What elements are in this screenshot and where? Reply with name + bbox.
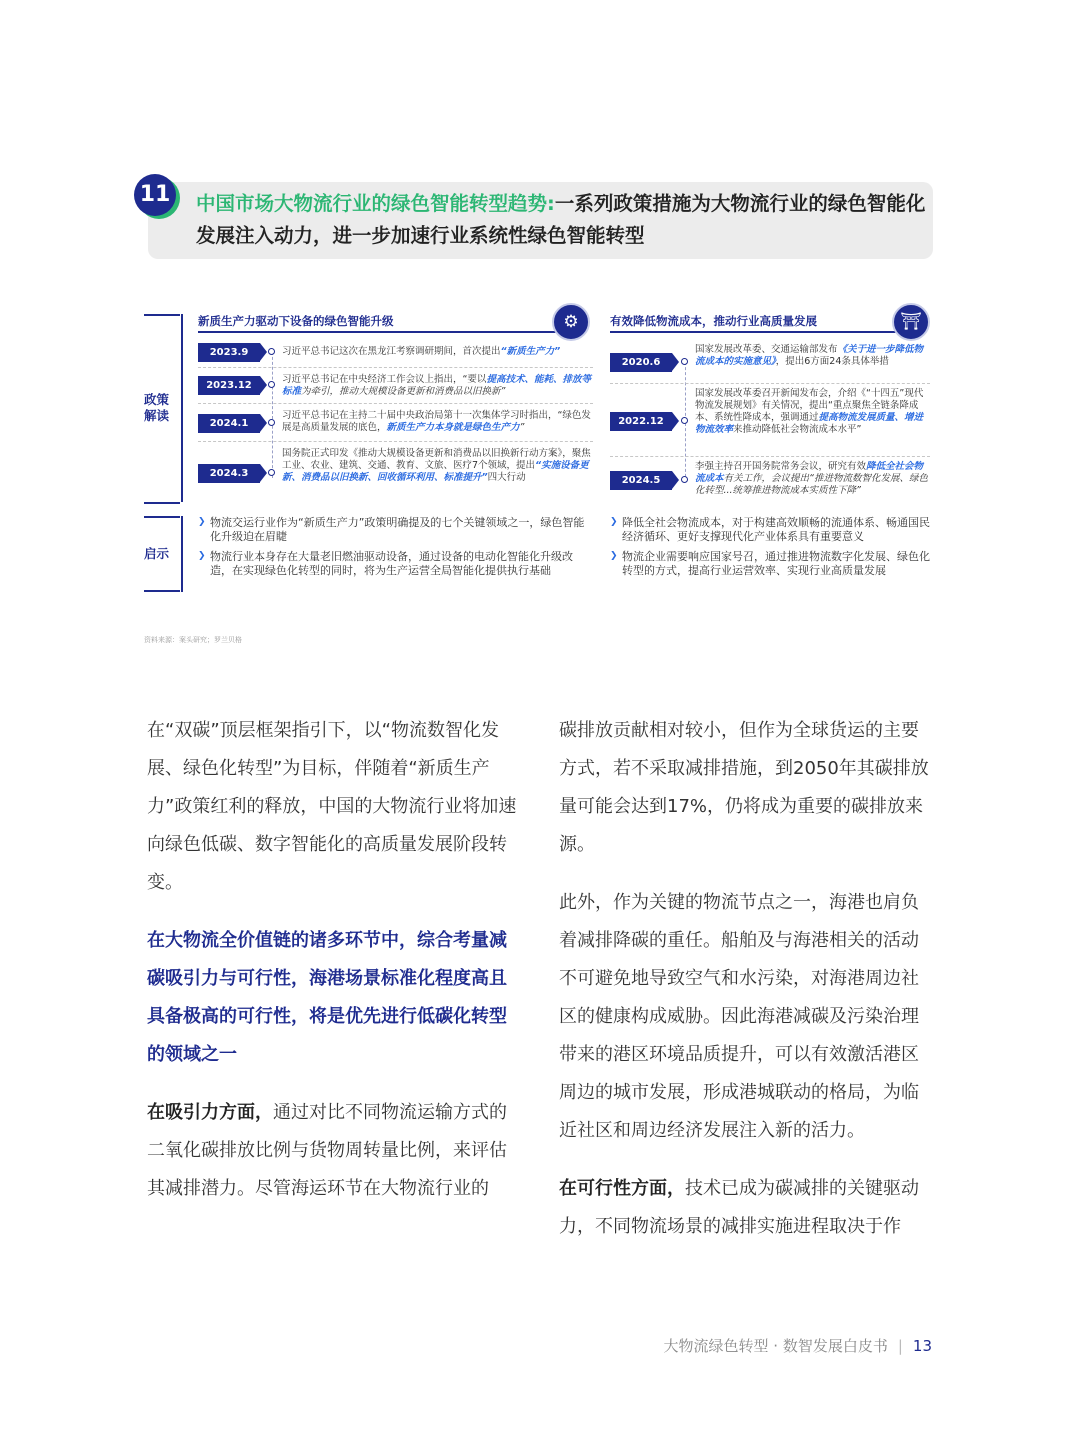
entry-divider <box>198 441 593 442</box>
entry-text: 国务院正式印发《推动大规模设备更新和消费品以旧换新行动方案》，聚焦工业、农业、建筑、交通、教育、文旅、医疗7个领域，提出 <box>282 448 591 471</box>
insight-item <box>198 516 594 544</box>
entry-text-tail: 为牵引，推动大规模设备更新和消费品以旧换新” <box>301 386 506 397</box>
insight-item <box>610 516 940 544</box>
timeline-entry <box>695 344 931 368</box>
insight-text: 物流交运行业作为“新质生产力”政策明确提及的七个关键领域之一，绿色智能化升级迫在眉睫 <box>210 516 585 543</box>
timeline-date-tag: 2024.5 <box>610 471 672 490</box>
paragraph-lead: 在吸引力方面， <box>147 1102 273 1123</box>
body-paragraph: 此外，作为关键的物流节点之一，海港也肩负着减排降碳的重任。船舶及与海港相关的活动不可避免地导致空气和水污染，对海港周边社区的健康构成威胁。因此海港减碳及污染治理带来的港区环境品质提升，可以有效激活港区周边的城市发展，形成港城联动的格局，为临近社区和周边经济发展注入新的活力。 <box>559 892 919 1141</box>
paragraph-text: 通过对比不同物流运输方式的二氧化碳排放比例与货物周转量比例，来评估其减排潜力。尽管海运环节在大物流行业的 <box>147 1102 507 1199</box>
timeline-date-tag: 2024.1 <box>198 414 260 433</box>
entry-text-tail: 四大行动 <box>487 472 526 483</box>
timeline-entry <box>695 461 931 497</box>
entry-text: 国家发展改革委召开新闻发布会，介绍《“十四五”现代物流发展规划》有关情况，提出“重点聚焦全链条降成本、系统性降成本，强调通过 <box>695 388 924 423</box>
entry-divider <box>610 456 930 457</box>
insight-text: 降低全社会物流成本，对于构建高效顺畅的流通体系、畅通国民经济循环、更好支撑现代化产业体系具有重要意义 <box>622 516 930 543</box>
insight-text: 物流行业本身存在大量老旧燃油驱动设备，通过设备的电动化智能化升级改造，在实现绿色化转型的同时，将为生产运营全局智能化提供执行基础 <box>210 550 573 577</box>
body-left-column <box>147 712 522 1208</box>
insight-text: 物流企业需要响应国家号召，通过推进物流数字化发展、绿色化转型的方式，提高行业运营效率、实现行业高质量发展 <box>622 550 930 577</box>
entry-text: 习近平总书记在主持二十届中央政治局第十一次集体学习时指出，“绿色发展是高质量发展的底色， <box>282 410 591 433</box>
building-icon: ⛩ <box>892 303 930 341</box>
entry-highlight: “新质生产力” <box>500 346 561 357</box>
timeline-dot <box>681 417 688 424</box>
left-timeline-line <box>272 352 274 478</box>
entry-highlight: 新质生产力本身就是绿色生产力 <box>386 422 520 433</box>
section-title-highlight: 中国市场大物流行业的绿色智能转型趋势: <box>196 192 555 215</box>
body-right-column <box>559 712 934 1246</box>
entry-highlight: 《关于进一步降低物流成本的实施意见》 <box>695 344 924 367</box>
timeline-dot <box>268 381 275 388</box>
body-paragraph <box>559 1170 934 1246</box>
entry-highlight: 提高技术、能耗、排放等标准 <box>282 374 591 397</box>
left-column-title: 新质生产力驱动下设备的绿色智能升级 <box>198 311 570 333</box>
timeline-date-tag: 2023.9 <box>198 343 260 362</box>
insight-item <box>610 550 940 578</box>
entry-highlight: 降低全社会物流成本 <box>695 461 924 484</box>
policy-bracket <box>177 314 183 502</box>
body-highlight-heading: 在大物流全价值链的诸多环节中，综合考量减碳吸引力与可行性，海港场景标准化程度高且具备极高的可行性，将是优先进行低碳化转型的领域之一 <box>147 930 507 1065</box>
timeline-entry <box>282 448 592 484</box>
timeline-entry <box>282 410 592 434</box>
bracket-mid-line-1 <box>144 502 180 504</box>
timeline-date-tag: 2020.6 <box>610 353 672 372</box>
bullet-icon: ❯ <box>610 517 618 527</box>
bullet-icon: ❯ <box>610 551 618 561</box>
entry-text-tail: ，提出6方面24条具体举措 <box>775 356 889 367</box>
timeline-date-tag: 2023.12 <box>198 376 260 395</box>
timeline-entry <box>282 374 592 398</box>
entry-divider <box>198 367 593 368</box>
timeline-date-tag: 2024.3 <box>198 464 260 483</box>
footer-divider: | <box>897 1337 903 1355</box>
entry-highlight: “实施设备更新、消费品以旧换新、回收循环利用、标准提升” <box>282 460 589 483</box>
body-paragraph <box>147 1094 522 1208</box>
page-footer <box>664 1335 932 1356</box>
entry-text-tail: 有关工作，会议提出“推进物流数智化发展、绿色化转型...统筹推进物流成本实质性下降” <box>695 473 928 496</box>
source-note: 资料来源：案头研究；罗兰贝格 <box>144 636 242 644</box>
timeline-dot <box>268 419 275 426</box>
timeline-entry <box>282 346 592 358</box>
section-title <box>196 188 926 252</box>
body-paragraph: 在“双碳”顶层框架指引下，以“物流数智化发展、绿色化转型”为目标，伴随着“新质生产力”政策红利的释放，中国的大物流行业将加速向绿色低碳、数字智能化的高质量发展阶段转变。 <box>147 720 517 893</box>
entry-divider <box>610 383 930 384</box>
entry-text: 习近平总书记这次在黑龙江考察调研期间，首次提出 <box>282 346 501 357</box>
bullet-icon: ❯ <box>198 551 206 561</box>
entry-text-tail: ” <box>519 422 525 433</box>
policy-label: 政策解读 <box>144 392 170 423</box>
entry-text: 习近平总书记在中央经济工作会议上指出，“要以 <box>282 374 487 385</box>
entry-highlight: 提高物流发展质量、增进物流效率 <box>695 412 924 435</box>
timeline-date-tag: 2022.12 <box>610 412 672 431</box>
bracket-top-line <box>144 314 180 316</box>
entry-divider <box>198 403 593 404</box>
footer-title: 大物流绿色转型 · 数智发展白皮书 <box>663 1337 888 1355</box>
page-number: 13 <box>912 1337 932 1355</box>
body-paragraph: 碳排放贡献相对较小，但作为全球货运的主要方式，若不采取减排措施，到2050年其碳排放量可能会达到17%，仍将成为重要的碳排放来源。 <box>559 720 929 855</box>
timeline-entry <box>695 388 931 436</box>
right-column-title: 有效降低物流成本，推动行业高质量发展 <box>610 311 900 333</box>
insight-label: 启示 <box>144 546 170 561</box>
section-number-badge: 11 <box>134 174 176 216</box>
timeline-dot <box>268 469 275 476</box>
paragraph-lead: 在可行性方面， <box>559 1178 685 1199</box>
entry-text-tail: 来推动降低社会物流成本水平” <box>733 424 862 435</box>
entry-text: 李强主持召开国务院常务会议，研究有效 <box>695 461 867 472</box>
bullet-icon: ❯ <box>198 517 206 527</box>
insight-item <box>198 550 594 578</box>
insight-bracket <box>177 516 183 592</box>
robot-arm-icon: ⚙ <box>552 303 590 341</box>
paragraph-text: 技术已成为碳减排的关键驱动力，不同物流场景的减排实施进程取决于作 <box>559 1178 919 1237</box>
bracket-bottom-line <box>144 590 180 592</box>
timeline-dot <box>268 348 275 355</box>
timeline-dot <box>681 476 688 483</box>
bracket-mid-line-2 <box>144 516 180 518</box>
entry-text: 国家发展改革委、交通运输部发布 <box>695 344 838 355</box>
section-title-rest: 一系列政策措施为大物流行业的绿色智能化发展注入动力，进一步加速行业系统性绿色智能转型 <box>196 192 926 247</box>
timeline-dot <box>681 358 688 365</box>
